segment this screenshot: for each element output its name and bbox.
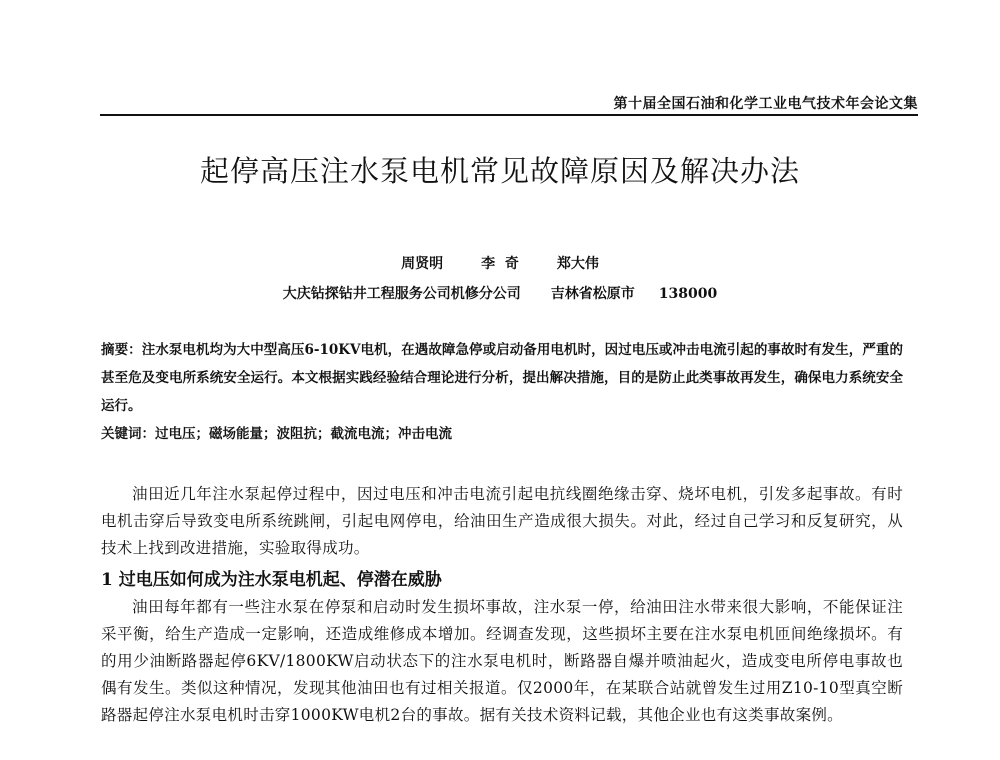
keywords-text: 过电压；磁场能量；波阻抗；截流电流；冲击电流 <box>155 426 452 442</box>
keywords-label: 关键词： <box>101 426 155 442</box>
header-rule <box>100 114 918 116</box>
body-paragraph: 油田近几年注水泵起停过程中，因过电压和冲击电流引起电抗线圈绝缘击穿、烧坏电机，引发多起事故。有时电机击穿后导致变电所系统跳闸，引起电网停电，给油田生产造成很大损失。对此，经过自己学习和反复研究，从技术上找到改进措施，实验取得成功。 <box>101 485 903 557</box>
keywords <box>101 420 903 448</box>
running-header: 第十届全国石油和化学工业电气技术年会论文集 <box>613 96 918 112</box>
author-name: 郑大伟 <box>556 256 599 272</box>
affiliation-location: 吉林省松原市 <box>550 286 635 302</box>
paper-title: 起停高压注水泵电机常见故障原因及解决办法 <box>199 154 800 188</box>
affiliation-postcode: 138000 <box>658 286 718 302</box>
affiliation-organization: 大庆钻探钻井工程服务公司机修分公司 <box>282 286 521 302</box>
body-paragraph: 油田每年都有一些注水泵在停泵和启动时发生损坏事故，注水泵一停，给油田注水带来很大影响，不能保证注采平衡，给生产造成一定影响，还造成维修成本增加。经调查发现，这些损坏主要在注水泵电机匝间绝缘损坏。有的用少油断路器起停6KV/1800KW启动状态下的注水泵电机时，断路器自爆并喷油起火，造成变电所停电事故也偶有发生。类似这种情况，发现其他油田也有过相关报道。仅2000年，在某联合站就曾发生过用Z10-10型真空断路器起停注水泵电机时击穿1000KW电机2台的事故。据有关技术资料记载，其他企业也有这类事故案例。 <box>101 598 903 724</box>
abstract <box>101 336 903 420</box>
abstract-label: 摘要： <box>101 342 142 358</box>
author-name: 李 奇 <box>481 256 519 272</box>
author-name: 周贤明 <box>401 256 444 272</box>
abstract-text: 注水泵电机均为大中型高压6-10KV电机，在遇故障急停或启动备用电机时，因过电压或冲击电流引起的事故时有发生，严重的甚至危及变电所系统安全运行。本文根据实践经验结合理论进行分析，提出解决措施，目的是防止此类事故再发生，确保电力系统安全运行。 <box>101 342 904 414</box>
section-heading: 1 过电压如何成为注水泵电机起、停潜在威胁 <box>101 570 442 590</box>
author-list <box>0 253 1000 273</box>
author-affiliation <box>0 283 1000 303</box>
